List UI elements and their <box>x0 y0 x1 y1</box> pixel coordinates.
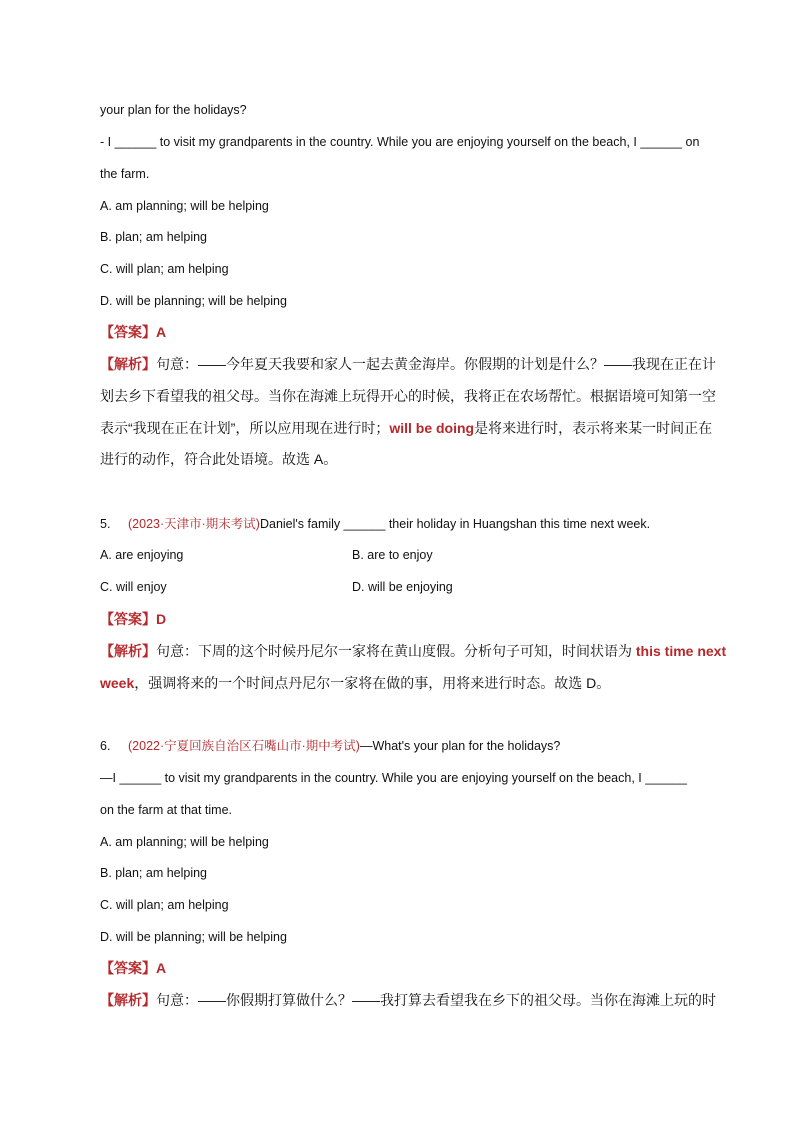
answer-value: A <box>156 960 167 976</box>
analysis-tag: 【解析】 <box>100 992 156 1008</box>
answer-tag: 【答案】 <box>100 611 156 627</box>
analysis-highlight: will be doing <box>389 420 475 436</box>
q4-option-c: C. will plan; am helping <box>100 262 229 276</box>
analysis-highlight: this time next <box>635 643 727 659</box>
answer-value: A <box>156 324 167 340</box>
analysis-text: 句意：——你假期打算做什么？——我打算去看望我在乡下的祖父母。当你在海滩上玩的时 <box>156 992 716 1008</box>
question-number: 5. <box>100 517 111 531</box>
q4-option-d: D. will be planning; will be helping <box>100 294 287 308</box>
answer-tag: 【答案】 <box>100 324 156 340</box>
answer-value: D <box>156 611 167 627</box>
q6-option-a: A. am planning; will be helping <box>100 835 269 849</box>
q5-stem <box>100 516 650 532</box>
q6-option-b: B. plan; am helping <box>100 866 208 880</box>
question-text: —What's your plan for the holidays? <box>359 739 561 753</box>
q6-analysis-line1 <box>100 992 716 1008</box>
analysis-text: 表示“我现在正在计划”，所以应用现在进行时； <box>100 420 390 436</box>
analysis-tag: 【解析】 <box>100 643 156 659</box>
analysis-text: 句意：——今年夏天我要和家人一起去黄金海岸。你假期的计划是什么？——我现在正在计 <box>156 356 716 372</box>
question-number: 6. <box>100 739 111 753</box>
question-source: (2022·宁夏回族自治区石嘴山市·期中考试) <box>128 739 360 753</box>
q5-option-b: B. are to enjoy <box>352 548 433 562</box>
q5-analysis-line1 <box>100 643 726 659</box>
q6-option-c: C. will plan; am helping <box>100 898 229 912</box>
analysis-text: 是将来进行时，表示将来某一时间正在 <box>474 420 713 436</box>
analysis-highlight: week <box>100 675 135 691</box>
q6-stem-line2: —I ______ to visit my grandparents in the country. While you are enjoying yourself on the beach, I ______ <box>100 771 687 785</box>
q4-stem-line1: your plan for the holidays? <box>100 103 247 117</box>
q4-option-a: A. am planning; will be helping <box>100 199 269 213</box>
q6-stem-line3: on the farm at that time. <box>100 803 233 817</box>
q6-answer <box>100 960 166 976</box>
analysis-text: 句意：下周的这个时候丹尼尔一家将在黄山度假。分析句子可知，时间状语为 <box>156 643 636 659</box>
question-source: (2023·天津市·期末考试) <box>128 517 260 531</box>
answer-tag: 【答案】 <box>100 960 156 976</box>
q5-answer <box>100 611 166 627</box>
q4-option-b: B. plan; am helping <box>100 230 208 244</box>
q4-answer <box>100 324 166 340</box>
q5-option-a: A. are enjoying <box>100 548 184 562</box>
q6-stem <box>100 738 560 754</box>
q5-option-d: D. will be enjoying <box>352 580 453 594</box>
analysis-text: ，强调将来的一个时间点丹尼尔一家将在做的事，用将来进行时态。故选 D。 <box>134 675 611 691</box>
q4-stem-line3: the farm. <box>100 167 150 181</box>
question-text: Daniel's family ______ their holiday in Huangshan this time next week. <box>259 517 651 531</box>
q5-option-c: C. will enjoy <box>100 580 167 594</box>
q6-option-d: D. will be planning; will be helping <box>100 930 287 944</box>
q4-analysis-line4: 进行的动作，符合此处语境。故选 A。 <box>100 451 338 467</box>
q4-analysis-line2: 划去乡下看望我的祖父母。当你在海滩上玩得开心的时候，我将正在农场帮忙。根据语境可知第一空 <box>100 388 716 404</box>
q4-analysis-line3 <box>100 420 712 436</box>
q4-stem-line2: - I ______ to visit my grandparents in the country. While you are enjoying yourself on the beach, I ______ on <box>100 135 700 149</box>
q5-analysis-line2 <box>100 675 610 691</box>
q4-analysis-line1 <box>100 356 716 372</box>
analysis-tag: 【解析】 <box>100 356 156 372</box>
